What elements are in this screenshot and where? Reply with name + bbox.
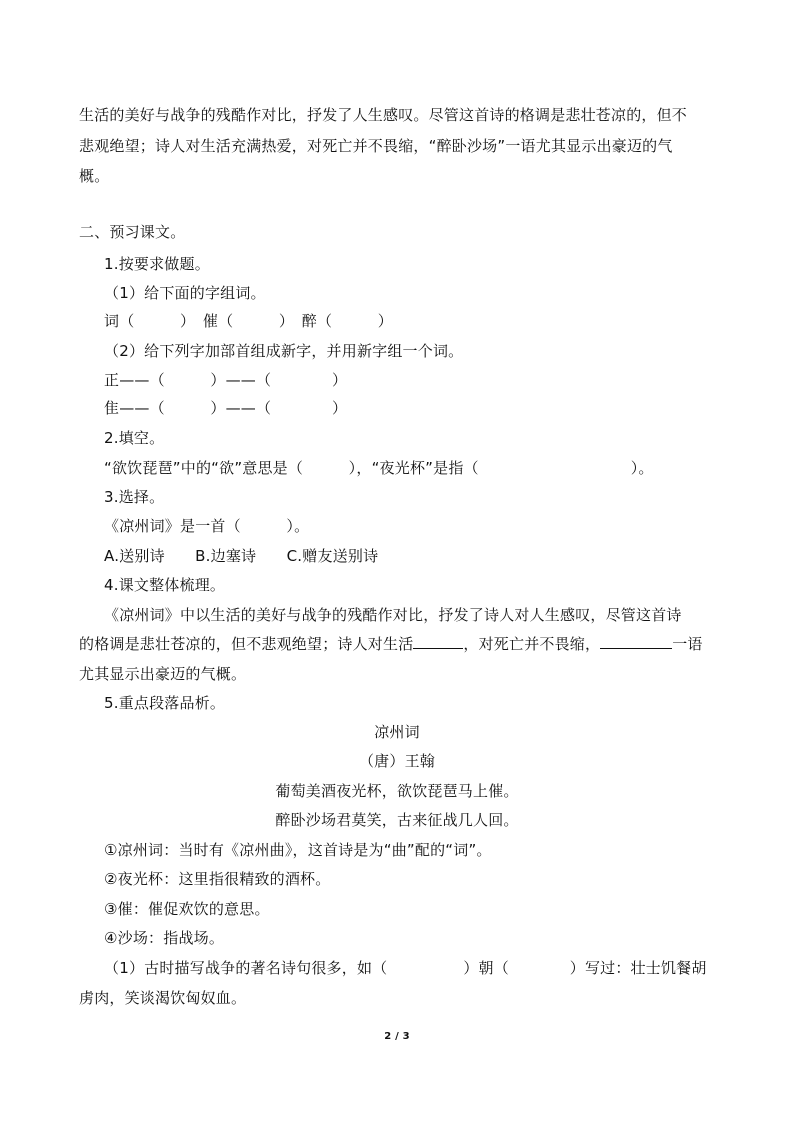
intro-line-3: 概。 [79,167,110,185]
poem-line-1: 葡萄美酒夜光杯，欲饮琵琶马上催。 [275,782,519,800]
q1-title: 1.按要求做题。 [104,255,210,273]
q3-stem: 《凉州词》是一首（ ）。 [104,517,310,535]
q3-options: A.送别诗 B.边塞诗 C.赠友送别诗 [104,547,379,565]
poem-line-2: 醉卧沙场君莫笑，古来征战几人回。 [275,811,519,829]
q4-blank-2[interactable] [600,634,672,649]
q2-title: 2.填空。 [104,429,165,447]
q4-line-3: 尤其显示出豪迈的气概。 [79,665,247,683]
q4-line-2-part-a: 的格调是悲壮苍凉的，但不悲观绝望；诗人对生活 [79,635,414,653]
q5-title: 5.重点段落品析。 [104,694,226,712]
q4-line-2 [79,634,703,654]
intro-line-2: 悲观绝望；诗人对生活充满热爱，对死亡并不畏缩，“醉卧沙场”一语尤其显示出豪迈的气 [79,137,673,155]
note-1: ①凉州词：当时有《凉州曲》，这首诗是为“曲”配的“词”。 [104,841,492,859]
poem-title: 凉州词 [374,723,420,741]
q4-line-1: 《凉州词》中以生活的美好与战争的残酷作对比，抒发了诗人对人生感叹，尽管这首诗 [104,606,682,624]
q4-line-2-part-b: ，对死亡并不畏缩， [463,635,601,653]
q5-sub1-line-2: 虏肉，笑谈渴饮匈奴血。 [79,989,247,1007]
section-heading: 二、预习课文。 [79,223,186,241]
q1-part2-line-1: 正——（ ）——（ ） [104,371,348,389]
intro-line-1: 生活的美好与战争的残酷作对比，抒发了人生感叹。尽管这首诗的格调是悲壮苍凉的，但不 [79,106,688,124]
q3-title: 3.选择。 [104,488,165,506]
q4-title: 4.课文整体梳理。 [104,576,226,594]
q5-sub1-line-1: （1）古时描写战争的著名诗句很多，如（ ）朝（ ）写过：壮士饥餐胡 [104,959,707,977]
q4-line-2-part-c: 一语 [672,635,703,653]
note-3: ③催：催促欢饮的意思。 [104,900,270,918]
poem-author: （唐）王翰 [358,752,435,770]
q1-part2-line-2: 隹——（ ）——（ ） [104,399,348,417]
q1-part1: （1）给下面的字组词。 [104,284,266,302]
q4-blank-1[interactable] [413,634,463,649]
q2-fill-line: “欲饮琵琶”中的“欲”意思是（ ），“夜光杯”是指（ ）。 [104,459,654,477]
q1-part1-answer-line: 词（ ） 催（ ） 醉（ ） [104,312,394,330]
q1-part2: （2）给下列字加部首组成新字，并用新字组一个词。 [104,342,464,360]
note-2: ②夜光杯：这里指很精致的酒杯。 [104,870,331,888]
page-number: 2 / 3 [384,1031,410,1042]
note-4: ④沙场：指战场。 [104,929,225,947]
